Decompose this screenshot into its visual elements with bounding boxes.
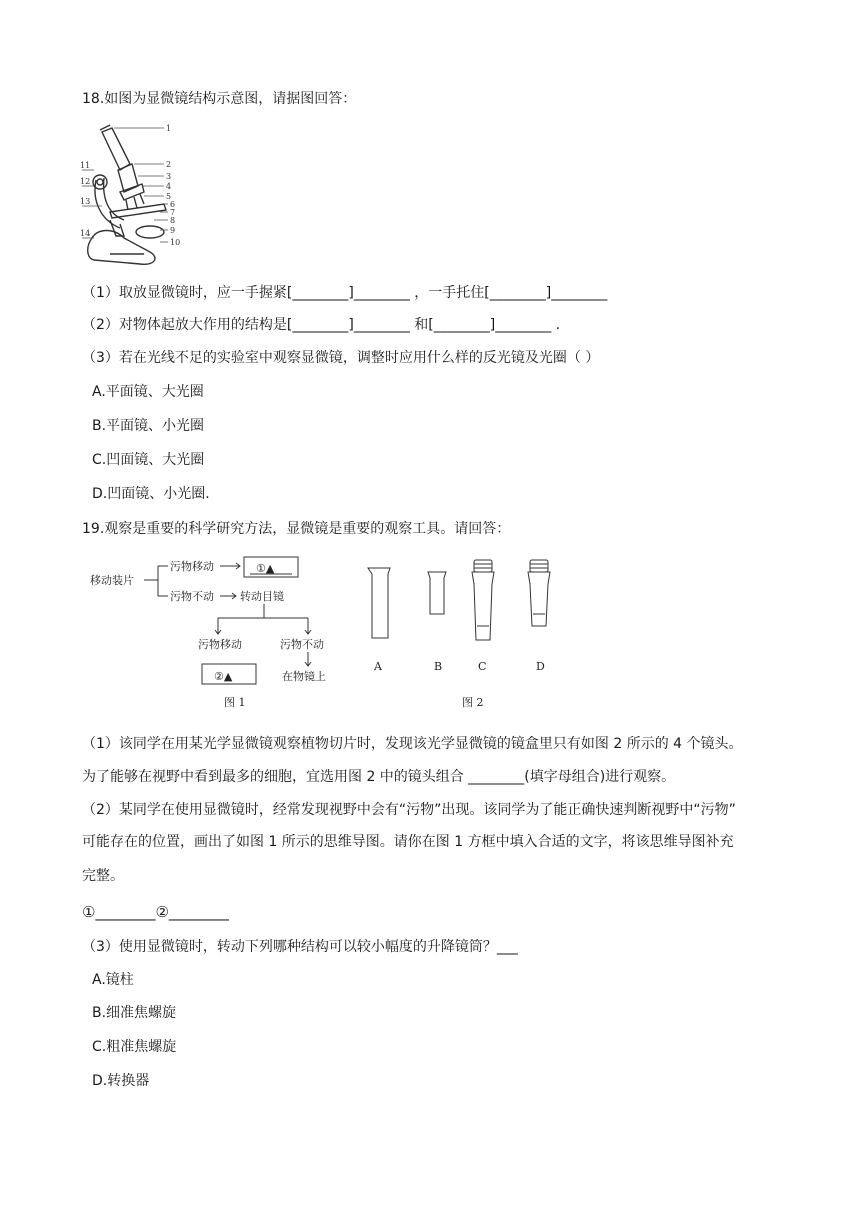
label-1: 1	[166, 124, 172, 133]
lens-label-b: B	[434, 660, 443, 673]
fig1-start: 移动装片	[90, 574, 134, 587]
q18-sub3: （3）若在光线不足的实验室中观察显微镜，调整时应用什么样的反光镜及光圈（ ）	[82, 350, 600, 366]
q18-option-b: B.平面镜、小光圈	[92, 418, 205, 434]
label-12: 12	[80, 177, 91, 186]
label-8: 8	[170, 216, 176, 225]
q19-figures	[88, 556, 568, 716]
label-7: 7	[170, 208, 176, 217]
fig1-moves2: 污物移动	[198, 638, 242, 651]
q19-option-b: B.细准焦螺旋	[92, 1005, 177, 1021]
label-13: 13	[80, 197, 91, 206]
microscope-drawing	[80, 120, 190, 270]
fig1-notmove1: 污物不动	[170, 590, 214, 603]
lens-d	[528, 560, 550, 626]
q19-sub3: （3）使用显微镜时，转动下列哪种结构可以较小幅度的升降镜筒？___	[82, 939, 518, 955]
label-9: 9	[170, 226, 176, 235]
q18-option-c: C.凹面镜、大光圈	[92, 452, 205, 468]
fig1-caption: 图 1	[224, 696, 246, 709]
q19-option-d: D.转换器	[92, 1073, 150, 1089]
fig1-notmove2: 污物不动	[280, 638, 324, 651]
fig1-box1-text: ①▲	[256, 562, 275, 575]
label-11: 11	[80, 161, 91, 170]
mind-map-and-lenses	[88, 556, 568, 716]
q18-sub1: （1）取放显微镜时，应一手握紧[________]________ ，一手托住[________]________	[82, 285, 608, 301]
q19-sub2-line2: 可能存在的位置，画出了如图 1 所示的思维导图。请你在图 1 方框中填入合适的文字，将该思维导图补充	[82, 834, 734, 850]
fig2-caption: 图 2	[462, 696, 484, 709]
q19-sub2-line1: （2）某同学在使用显微镜时，经常发现视野中会有“污物”出现。该同学为了能正确快速判断视野中“污物”	[82, 802, 736, 818]
label-4: 4	[166, 182, 172, 191]
lens-a	[368, 568, 390, 638]
lens-label-a: A	[374, 660, 382, 673]
fig1-rotate: 转动目镜	[240, 590, 284, 603]
label-6: 6	[170, 200, 176, 209]
microscope-figure	[80, 120, 190, 270]
label-3: 3	[166, 172, 172, 181]
lens-label-c: C	[478, 660, 487, 673]
q18-option-a: A.平面镜、大光圈	[92, 384, 204, 400]
q19-sub1-line1: （1）该同学在用某光学显微镜观察植物切片时，发现该光学显微镜的镜盒里只有如图 2 所示的 4 个镜头。	[82, 736, 743, 752]
lens-c	[472, 560, 494, 640]
label-2: 2	[166, 160, 172, 169]
fig1-box2-text: ②▲	[214, 670, 233, 683]
fig1-moves1: 污物移动	[170, 560, 214, 573]
q18-sub2: （2）对物体起放大作用的结构是[________]________ 和[________]________ .	[82, 317, 561, 333]
lens-label-d: D	[536, 660, 545, 673]
q19-title: 19.观察是重要的科学研究方法，显微镜是重要的观察工具。请回答：	[82, 521, 511, 537]
label-5: 5	[166, 192, 172, 201]
lens-b	[428, 572, 446, 614]
q19-answer-line: ①________②________	[82, 903, 229, 921]
q18-title: 18.如图为显微镜结构示意图，请据图回答：	[82, 91, 357, 107]
q19-sub2-line3: 完整。	[82, 868, 124, 884]
label-10: 10	[170, 238, 181, 247]
q19-option-c: C.粗准焦螺旋	[92, 1039, 177, 1055]
q18-option-d: D.凹面镜、小光圈.	[92, 486, 210, 502]
fig1-on-objective: 在物镜上	[282, 670, 326, 683]
q19-sub1-line2: 为了能够在视野中看到最多的细胞，宜选用图 2 中的镜头组合 ________(填字母组合)进行观察。	[82, 769, 676, 785]
label-14: 14	[80, 229, 91, 238]
q19-option-a: A.镜柱	[92, 972, 134, 988]
